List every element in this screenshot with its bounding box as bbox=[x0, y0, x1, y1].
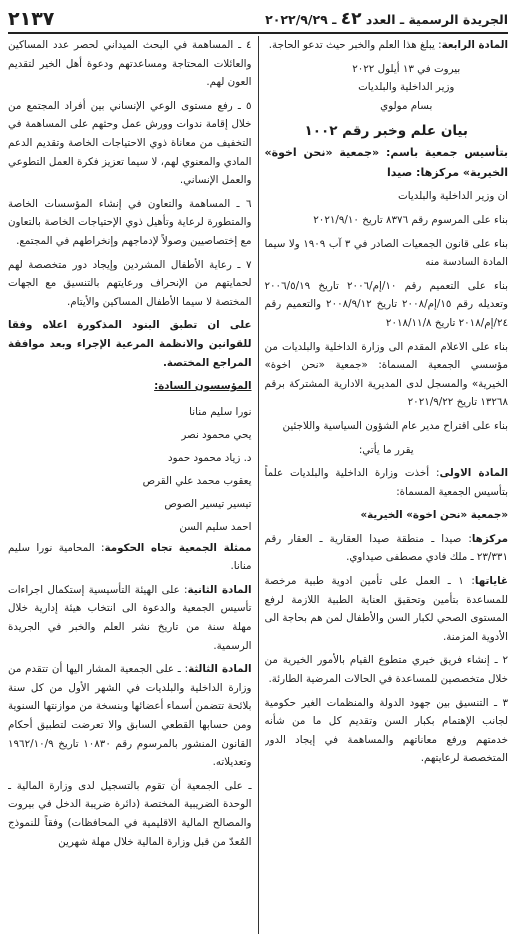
consideration-2: بناء على قانون الجمعيات الصادر في ٣ آب ١٩٠٩ ولا سيما المادة السادسة منه bbox=[264, 237, 508, 269]
article-label: المادة الرابعة bbox=[441, 39, 508, 51]
notice-title: بيان علم وخبر رقم ١٠٠٢ bbox=[304, 123, 468, 140]
left-column bbox=[8, 36, 252, 934]
article-label: المادة الاولى bbox=[439, 467, 508, 480]
article-one bbox=[265, 464, 509, 501]
consideration-3: بناء على التعميم رقم ١٠/إم/٢٠٠٦ تاريخ ٢٠٠٦/٥/١٩ وتعديله رقم ١٥/إم/٢٠٠٨ تاريخ ٢٠٠٨/٩/١٢ والتعميم رقم ٢٤/إم/٢٠١٨ تاريخ ٢٠١٨/١١/٨ bbox=[264, 279, 508, 329]
goal-5: ٥ ـ رفع مستوى الوعي الإنساني بين أفراد المجتمع من خلال إقامة ندوات وورش عمل وحثهم على المساهمة في التخفيف من معاناة ذوي الاحتياجات الخاصة وتقديم الدعم المادي والمعنوي لهم، لا سيما تعزيز فكرة العمل التطوعي والعمل الإنساني. bbox=[8, 99, 252, 187]
article-two bbox=[8, 581, 252, 655]
article-text: : ـ على الجمعية المشار اليها أن تتقدم من وزارة الداخلية والبلديات في الشهر الأول من كل سنة بلائحة تتضمن أسماء أعضائها وبنسخة من موازنتها السنوية ومن حسابها القطعي السابق والا تعرضت لتطبيق أحكام القانون المنشور بالمرسوم رقم ١٠٨٣٠ تاريخ ١٩٦٢/١٠/٩ وتعديلاته. bbox=[8, 663, 252, 769]
decides-line: يقرر ما يأتي: bbox=[358, 443, 414, 456]
founder: د. زياد محمود حمود bbox=[168, 451, 252, 464]
consideration-5: بناء على اقتراح مدير عام الشؤون السياسية واللاجئين bbox=[282, 419, 508, 432]
intro: ان وزير الداخلية والبلديات bbox=[398, 190, 508, 203]
rep-text: : المحامية نورا سليم منانا. bbox=[8, 541, 252, 573]
association-name: «جمعية «نحن اخوة» الخيرية» bbox=[360, 509, 508, 522]
page-header bbox=[8, 6, 508, 34]
consideration-4: بناء على الاعلام المقدم الى وزارة الداخلية والبلديات من مؤسسي الجمعية المسماة: «جمعية «نحن اخوة» الخيرية» والمسجل لدى المديرية الادارية المشتركة برقم ١٣٢٦٨ تاريخ ٢٠٢١/٩/٢٢ bbox=[264, 340, 508, 409]
founder: نورا سليم منانا bbox=[189, 405, 252, 418]
goal-2: ٢ ـ إنشاء فريق خيري متطوع القيام بالأمور الخيرية من خلال متخصصين للمساعدة في الحالات المرضية الطارئة. bbox=[264, 654, 508, 686]
sign-place: بيروت في ١٣ أيلول ٢٠٢٢ bbox=[352, 62, 461, 75]
article-text: : يبلغ هذا العلم والخبر حيث تدعو الحاجة. bbox=[268, 39, 442, 51]
founder: تيسير تيسير الصوص bbox=[164, 497, 252, 510]
column-divider bbox=[258, 36, 259, 934]
goal-3: ٣ ـ التنسيق بين جهود الدولة والمنظمات الغير حكومية لجانب الإهتمام بكبار السن وتقديم كل ما من شأنه خدمتهم ورفع معاناتهم والمساهمة في إيجاد الدور المتخصصة لرعايتهم. bbox=[264, 696, 508, 765]
hq-text: : صيدا ـ منطقة صيدا العقارية ـ العقار رقم ٢٣/٣٣١ ـ ملك فادي مصطفى صيداوي. bbox=[264, 532, 508, 564]
sign-role: وزير الداخلية والبلديات bbox=[358, 81, 455, 94]
article-text: : على الهيئة التأسيسية إستكمال اجراءات تأسيس الجمعية والدعوة الى انتخاب هيئة إدارية خلال مهلة سنة من تاريخ نشر العلم والخبر في الجريدة الرسمية. bbox=[8, 583, 252, 652]
goals-label: غاياتها bbox=[474, 575, 508, 588]
headquarters bbox=[265, 530, 509, 567]
right-column bbox=[265, 36, 509, 934]
article-text: : أخذت وزارة الداخلية والبلديات علماً بتأسيس الجمعية المسماة: bbox=[264, 467, 508, 498]
issue-date: ـ ٢٠٢٢/٩/٢٩ bbox=[265, 12, 337, 27]
founder: يحي محمود نصر bbox=[181, 428, 252, 441]
notice-subtitle: بتأسيس جمعية باسم: «جمعية «نحن اخوة» الخيرية» مركزها: صيدا bbox=[264, 146, 508, 180]
goals bbox=[265, 572, 509, 646]
hq-label: مركزها bbox=[471, 532, 508, 545]
goals-text: : ١ ـ العمل على تأمين ادوية طبية مرخصة للمساعدة بتأمين وتحقيق العناية الطبية اللازمة لرفع المستوى الصحي لكبار السن والأطفال لمن هم بحاجة الى الأدوية المزمنة. bbox=[264, 575, 508, 643]
goal-4: ٤ ـ المساهمة في البحث الميداني لحصر عدد المساكين والعائلات المحتاجة ومساعدتهم ودعوة أهل الخير لتقديم العون لهم. bbox=[8, 39, 252, 89]
consideration-1: بناء على المرسوم رقم ٨٣٧٦ تاريخ ٢٠٢١/٩/١٠ bbox=[313, 213, 508, 226]
founder: يعقوب محمد علي القرص bbox=[142, 474, 252, 487]
article-label: المادة الثانية bbox=[187, 583, 252, 596]
article-four bbox=[265, 36, 509, 55]
rep-label: ممثلة الجمعية تجاه الحكومة bbox=[104, 541, 252, 554]
running-head bbox=[265, 9, 508, 29]
tax-registration: ـ على الجمعية أن تقوم بالتسجيل لدى وزارة المالية ـ الوحدة الضريبية المختصة (دائرة ضريبة الدخل في بيروت والمصالح المالية الاقليمية في المحافظات) وفقاً للنموذج المُعدّ من قبل وزارة المالية خلال مهلة شهرين bbox=[8, 779, 252, 848]
article-label: المادة الثالثة bbox=[188, 663, 252, 676]
representative bbox=[8, 539, 252, 576]
goal-6: ٦ ـ المساهمة والتعاون في إنشاء المؤسسات الخاصة والمتطورة لرعاية وتأهيل ذوي الإحتياجات الخاصة بالتعاون مع إختصاصيين وصولاً لإدماجهم وإنخراطهم في المجتمع. bbox=[8, 197, 252, 247]
condition: على ان تطبق البنود المذكورة اعلاه وفقا للقوانين والانظمة المرعية الإجراء وبعد موافقة المراجع المختصة. bbox=[8, 319, 252, 369]
founders-list bbox=[8, 401, 252, 539]
page-number: ٢١٣٧ bbox=[8, 8, 55, 30]
founders-label: المؤسسون السادة: bbox=[154, 380, 252, 393]
goal-7: ٧ ـ رعاية الأطفال المشردين وإيجاد دور متخصصة لهم لحمايتهم من الإنحراف ورعايتهم بالتنسيق مع الجهات المختصة لا سيما الأطفال المساكين والأيتام. bbox=[8, 258, 252, 308]
sign-name: بسام مولوي bbox=[380, 99, 433, 112]
signature-block bbox=[265, 60, 509, 116]
founder: احمد سليم السن bbox=[179, 520, 252, 533]
columns bbox=[8, 36, 508, 934]
gazette-name: الجريدة الرسمية ـ العدد bbox=[365, 12, 508, 27]
article-three bbox=[8, 660, 252, 772]
issue-number: ٤٢ bbox=[340, 9, 362, 29]
